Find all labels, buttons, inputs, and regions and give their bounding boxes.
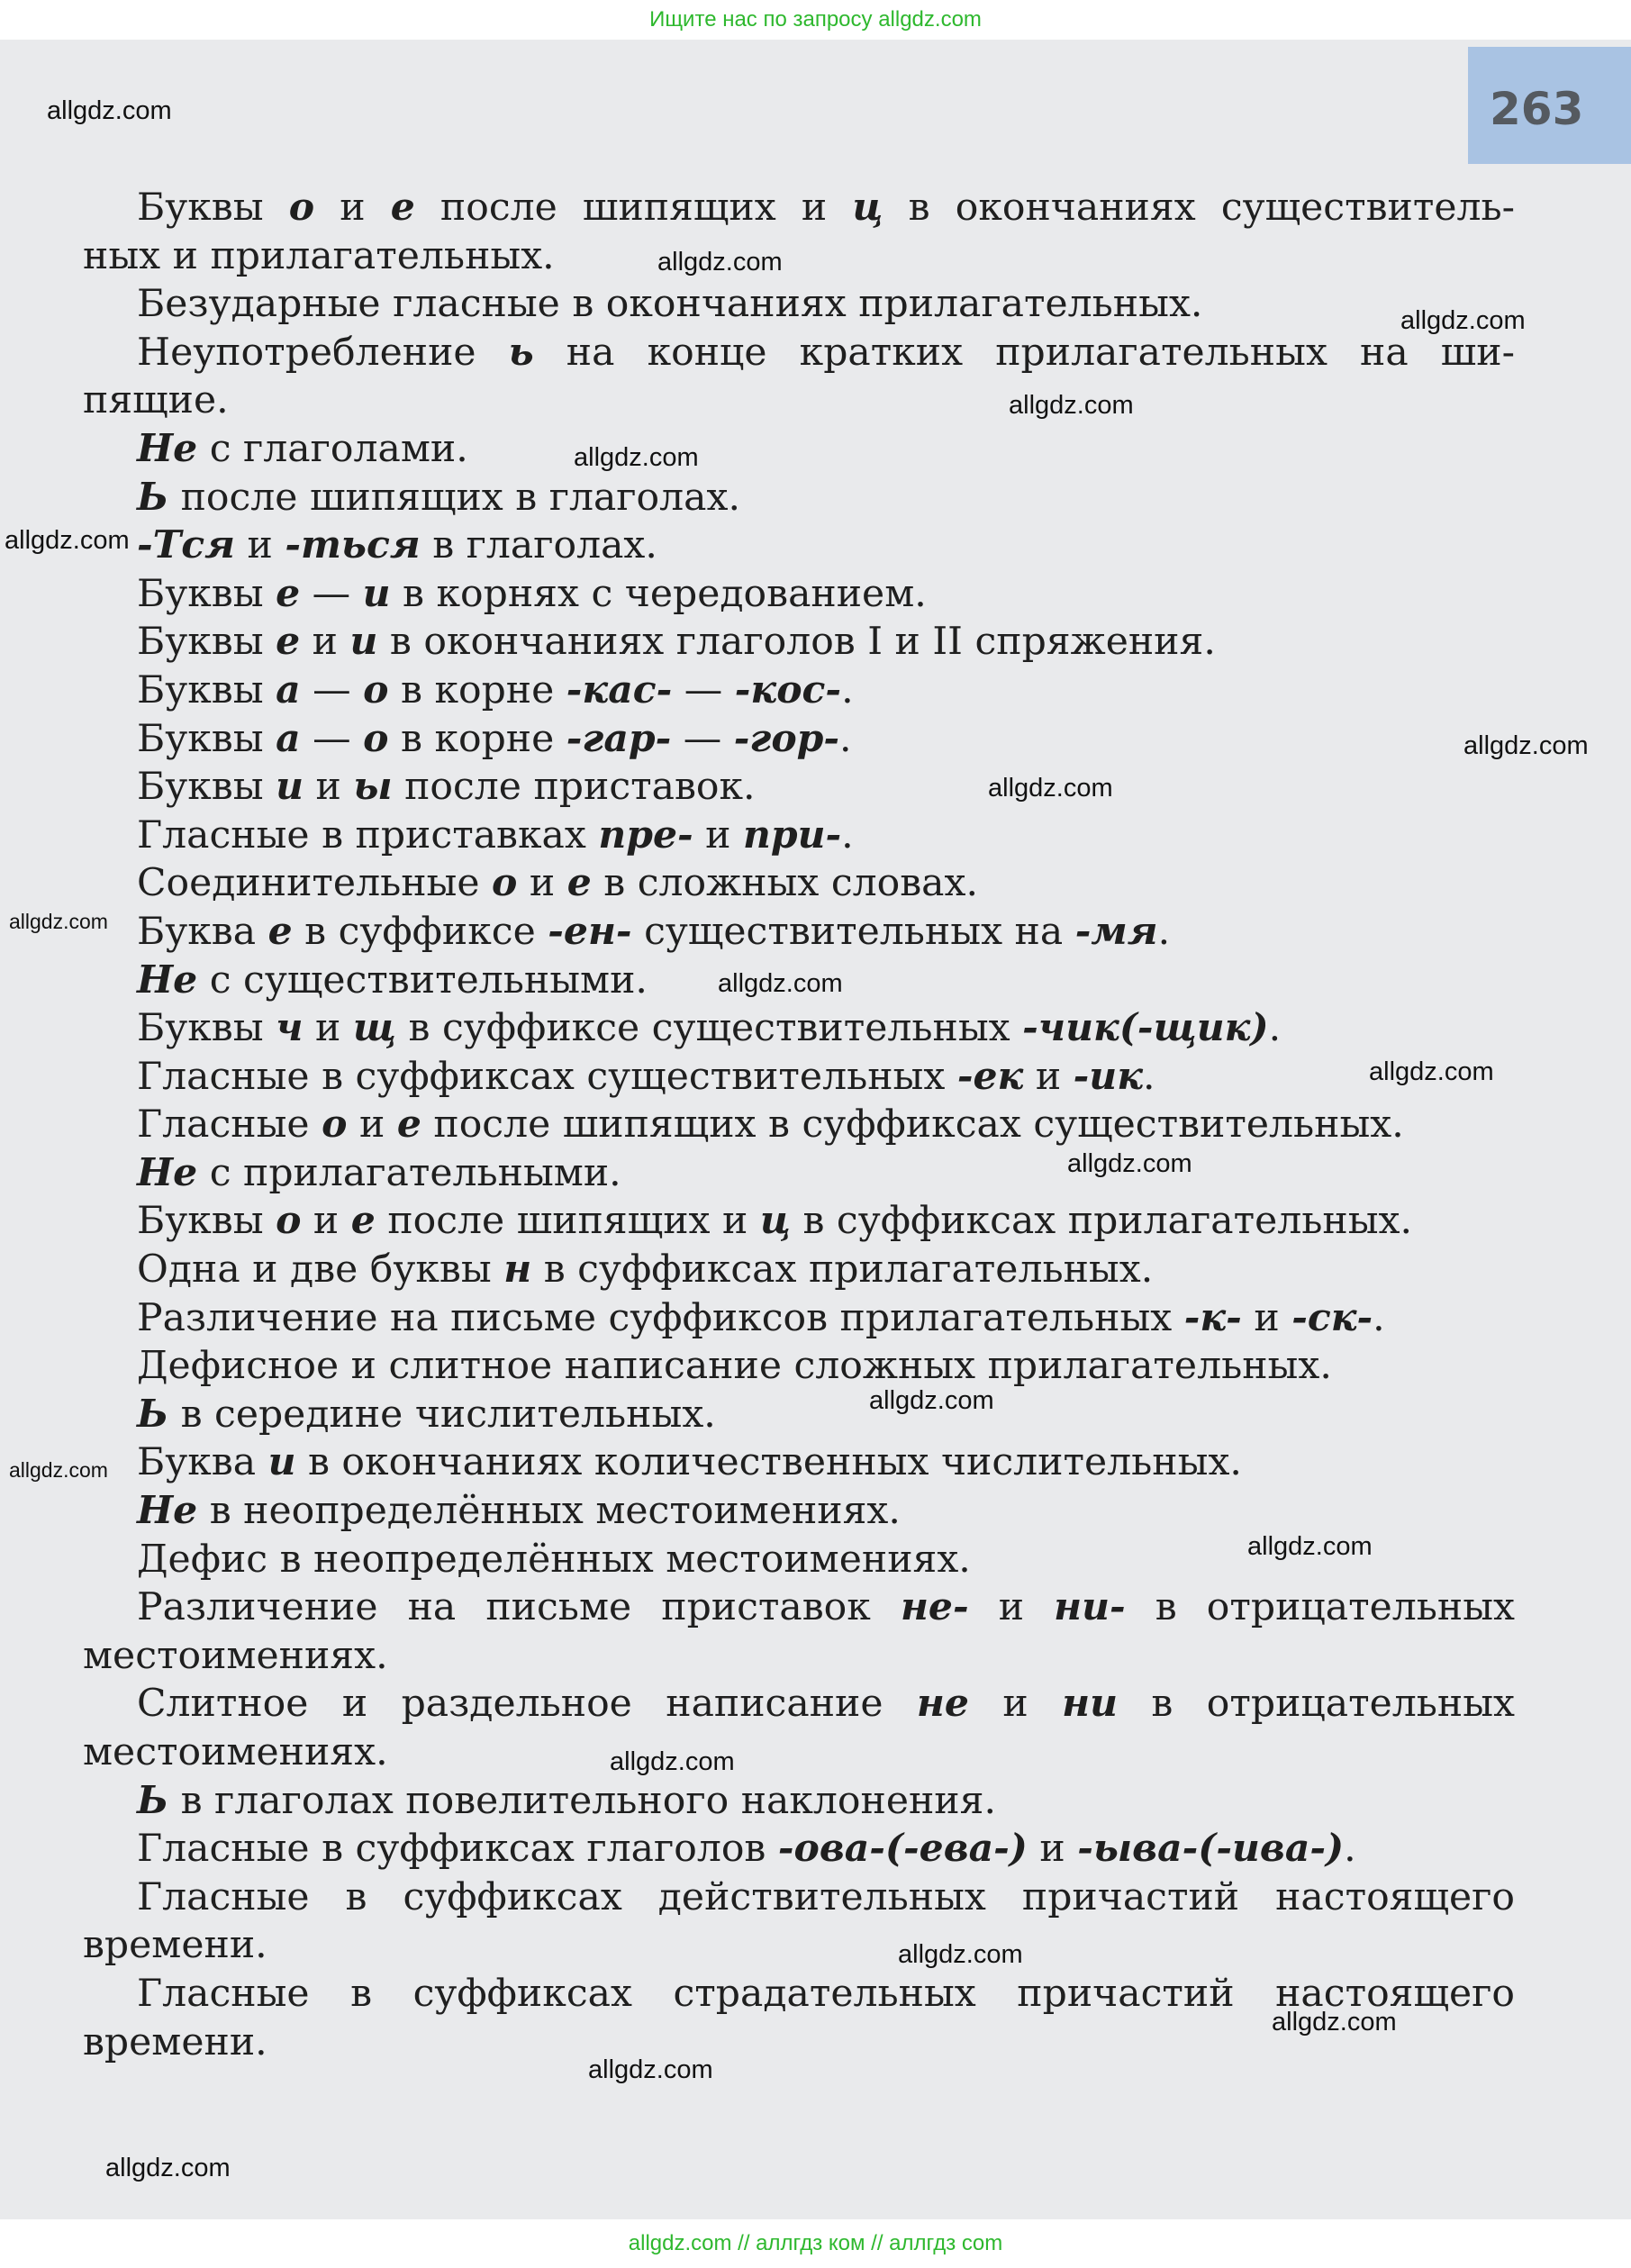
line-text: местоимениях. [83, 1730, 388, 1774]
highlighted-term: -к- [1183, 1294, 1242, 1340]
highlighted-term: Ь [137, 1391, 169, 1437]
highlighted-term: -чик(-щик) [1022, 1005, 1269, 1051]
topic-line [83, 715, 1515, 764]
line-text: Безударные гласные в окончаниях прилагательных. [137, 282, 1203, 327]
highlighted-term: о [363, 715, 389, 761]
line-text: и [300, 620, 350, 665]
line-text: времени. [83, 2019, 267, 2064]
line-text: Буквы [137, 571, 276, 616]
topic-list [83, 184, 1515, 2066]
topic-line [83, 570, 1515, 619]
watermark: allgdz.com [9, 910, 108, 933]
topic-line [83, 1004, 1515, 1053]
highlighted-term: не [916, 1681, 969, 1727]
line-text: после шипящих и [375, 1199, 760, 1244]
topic-line [83, 376, 1515, 425]
line-text: в глаголах. [420, 523, 657, 568]
watermark: allgdz.com [1463, 731, 1589, 760]
line-text: в корне [388, 667, 566, 712]
topic-line [83, 1632, 1515, 1681]
line-text: в суффиксах прилагательных. [531, 1247, 1154, 1293]
line-text: Дефисное и слитное написание сложных прилагательных. [137, 1344, 1332, 1389]
highlighted-term: о [492, 860, 518, 906]
line-text: в отрицательных [1118, 1682, 1515, 1727]
highlighted-term: -кос- [734, 667, 842, 712]
topic-line [83, 1777, 1515, 1826]
line-text: . [1157, 909, 1171, 954]
line-text: в суффиксе [292, 909, 548, 954]
line-text: . [1373, 1295, 1385, 1340]
watermark: allgdz.com [657, 248, 783, 277]
highlighted-term: а [276, 715, 301, 761]
line-text: в неопределённых местоимениях. [197, 1489, 901, 1534]
line-text: и [1241, 1295, 1292, 1340]
watermark: allgdz.com [47, 96, 172, 125]
highlighted-term: е [390, 185, 415, 230]
topic-line [83, 763, 1515, 812]
line-text: Гласные в суффиксах страдательных причастий настоящего [137, 1971, 1515, 2016]
textbook-page [0, 40, 1631, 2219]
line-text: и [517, 861, 567, 906]
line-text: Гласные [137, 1102, 322, 1148]
topic-line [83, 1825, 1515, 1873]
line-text: после шипящих в глаголах. [168, 475, 740, 520]
line-text: Гласные в суффиксах действительных причастий настоящего [137, 1874, 1515, 1919]
line-text: в отрицательных [1125, 1585, 1515, 1630]
line-text: . [1344, 1827, 1356, 1872]
line-text: Неупотребление [137, 330, 509, 375]
highlighted-term: -гар- [566, 715, 672, 761]
line-text: в суффиксах прилагательных. [790, 1199, 1413, 1244]
highlighted-term: о [276, 1198, 302, 1244]
line-text: с прилагательными. [197, 1150, 621, 1195]
line-text: в глаголах повелительного наклонения. [168, 1778, 996, 1823]
line-text: в окончаниях глаголов I и II спряжения. [377, 620, 1216, 665]
line-text: в корне [388, 716, 566, 761]
line-text: Буквы [137, 765, 276, 810]
topic-line [83, 1583, 1515, 1632]
topic-line [83, 1391, 1515, 1439]
line-text: на конце кратких прилагательных на ши- [533, 330, 1515, 375]
line-text: и [968, 1682, 1063, 1727]
line-text: и [968, 1585, 1055, 1630]
highlighted-term: ч [276, 1005, 304, 1051]
line-text: . [841, 812, 854, 857]
watermark: allgdz.com [5, 526, 130, 555]
line-text: Гласные в суффиксах существительных [137, 1054, 957, 1099]
highlighted-term: ц [759, 1198, 791, 1244]
line-text: Буква [137, 909, 268, 954]
highlighted-term: ни- [1054, 1584, 1126, 1630]
line-text: в окончаниях количественных числительных. [295, 1440, 1242, 1485]
topic-line [83, 618, 1515, 667]
highlighted-term: и [349, 619, 378, 665]
watermark: allgdz.com [610, 1747, 735, 1776]
highlighted-term: ни [1062, 1681, 1119, 1727]
highlighted-term: -гор- [733, 715, 840, 761]
line-text: в суффиксе существительных [396, 1006, 1023, 1051]
topic-line [83, 1728, 1515, 1777]
topic-line [83, 474, 1515, 522]
line-text: Буквы [137, 716, 276, 761]
line-text: Буквы [137, 667, 276, 712]
line-text: Гласные в приставках [137, 812, 599, 857]
line-text: в окончаниях существитель- [883, 186, 1516, 230]
line-text: и [347, 1102, 397, 1148]
watermark: allgdz.com [1272, 2008, 1397, 2037]
topic-line [83, 1101, 1515, 1149]
watermark: allgdz.com [1067, 1149, 1192, 1178]
line-text: после шипящих и [414, 186, 853, 230]
watermark: allgdz.com [574, 443, 699, 472]
line-text: и [303, 765, 354, 810]
line-text: существительных на [631, 909, 1075, 954]
highlighted-term: и [267, 1439, 296, 1485]
highlighted-term: Не [137, 425, 198, 471]
topic-line [83, 1149, 1515, 1198]
highlighted-term: ы [353, 764, 393, 810]
watermark: allgdz.com [1009, 391, 1134, 420]
watermark: allgdz.com [1247, 1532, 1373, 1561]
line-text: Буква [137, 1440, 268, 1485]
highlighted-term: Ь [137, 474, 169, 520]
highlighted-term: -ться [285, 522, 421, 568]
highlighted-term: -ова-(-ева-) [777, 1826, 1028, 1872]
line-text: Слитное и раздельное написание [137, 1682, 917, 1727]
highlighted-term: при- [743, 812, 842, 857]
highlighted-term: -кас- [566, 667, 673, 712]
line-text: и [1023, 1054, 1074, 1099]
line-text: времени. [83, 1923, 267, 1968]
line-text: — [300, 667, 364, 712]
line-text: после приставок. [392, 765, 756, 810]
highlighted-term: щ [352, 1005, 397, 1051]
top-banner[interactable]: Ищите нас по запросу allgdz.com [0, 0, 1631, 40]
highlighted-term: е [566, 860, 592, 906]
highlighted-term: о [288, 185, 315, 230]
highlighted-term: -ек [956, 1053, 1024, 1099]
highlighted-term: Ь [137, 1777, 169, 1823]
line-text: ных и прилагательных. [83, 233, 555, 278]
highlighted-term: е [267, 908, 293, 954]
topic-line [83, 859, 1515, 908]
highlighted-term: пре- [598, 812, 693, 857]
line-text: в середине числительных. [168, 1392, 716, 1437]
line-text: Различение на письме суффиксов прилагательных [137, 1295, 1184, 1340]
line-text: . [1142, 1054, 1155, 1099]
highlighted-term: е [276, 619, 301, 665]
watermark: allgdz.com [9, 1458, 108, 1482]
topic-line [83, 908, 1515, 957]
highlighted-term: -ик [1073, 1053, 1143, 1099]
line-text: пящие. [83, 378, 229, 423]
highlighted-term: н [503, 1247, 532, 1293]
highlighted-term: -ск- [1291, 1294, 1373, 1340]
topic-line [83, 425, 1515, 474]
line-text: . [839, 716, 852, 761]
highlighted-term: е [276, 570, 301, 616]
highlighted-term: ц [852, 185, 883, 230]
line-text: и [314, 186, 391, 230]
highlighted-term: ь [508, 329, 534, 375]
topic-line [83, 1873, 1515, 1922]
topic-line [83, 1487, 1515, 1536]
bottom-banner[interactable]: allgdz.com // аллгдз ком // аллгдз com [0, 2219, 1631, 2268]
topic-line [83, 522, 1515, 570]
highlighted-term: Не [137, 1149, 198, 1195]
watermark: allgdz.com [1369, 1057, 1494, 1086]
line-text: в сложных словах. [591, 861, 978, 906]
line-text: и [693, 812, 744, 857]
line-text: после шипящих в суффиксах существительных. [421, 1102, 1404, 1148]
highlighted-term: -ен- [548, 908, 632, 954]
topic-line [83, 1246, 1515, 1294]
line-text: Дефис в неопределённых местоимениях. [137, 1537, 971, 1582]
line-text: и [303, 1006, 353, 1051]
highlighted-term: Не [137, 957, 198, 1002]
watermark: allgdz.com [718, 969, 843, 998]
topic-line [83, 1342, 1515, 1391]
topic-line [83, 1197, 1515, 1246]
watermark: allgdz.com [988, 774, 1113, 803]
watermark: allgdz.com [105, 2154, 231, 2182]
line-text: . [1268, 1006, 1282, 1051]
topic-line [83, 1438, 1515, 1487]
highlighted-term: о [363, 667, 389, 712]
line-text: — [300, 571, 363, 616]
line-text: Буквы [137, 1199, 276, 1244]
line-text: и [1027, 1827, 1078, 1872]
line-text: с глаголами. [197, 426, 468, 471]
topic-line [83, 1294, 1515, 1343]
line-text: — [672, 667, 735, 712]
page-number: 263 [1490, 83, 1584, 135]
line-text: Гласные в суффиксах глаголов [137, 1827, 778, 1872]
line-text: — [300, 716, 364, 761]
highlighted-term: -ыва-(-ива-) [1077, 1826, 1345, 1872]
line-text: с существительными. [197, 957, 648, 1002]
topic-line [83, 280, 1515, 329]
line-text: Буквы [137, 1006, 276, 1051]
line-text: — [671, 716, 734, 761]
topic-line [83, 812, 1515, 860]
watermark: allgdz.com [1400, 306, 1526, 335]
highlighted-term: не- [900, 1584, 969, 1630]
topic-line [83, 1680, 1515, 1728]
topic-line [83, 667, 1515, 715]
topic-line [83, 1921, 1515, 1970]
highlighted-term: и [362, 570, 391, 616]
line-text: и [234, 523, 285, 568]
highlighted-term: и [276, 764, 304, 810]
highlighted-term: Не [137, 1488, 198, 1534]
topic-line [83, 232, 1515, 281]
highlighted-term: а [276, 667, 301, 712]
watermark: allgdz.com [869, 1386, 994, 1415]
line-text: Буквы [137, 620, 276, 665]
highlighted-term: о [322, 1102, 348, 1148]
highlighted-term: е [396, 1102, 421, 1148]
line-text: Соединительные [137, 861, 493, 906]
watermark: allgdz.com [588, 2055, 713, 2084]
highlighted-term: -Тся [137, 522, 235, 568]
topic-line [83, 1053, 1515, 1102]
line-text: местоимениях. [83, 1633, 388, 1678]
line-text: Различение на письме приставок [137, 1585, 901, 1630]
topic-line [83, 184, 1515, 232]
highlighted-term: -мя [1074, 908, 1158, 954]
watermark: allgdz.com [898, 1940, 1023, 1969]
highlighted-term: е [350, 1198, 376, 1244]
line-text: и [301, 1199, 351, 1244]
line-text: Одна и две буквы [137, 1247, 504, 1293]
line-text: Буквы [137, 186, 289, 230]
topic-line [83, 329, 1515, 377]
line-text: в корнях с чередованием. [390, 571, 927, 616]
line-text: . [841, 667, 854, 712]
